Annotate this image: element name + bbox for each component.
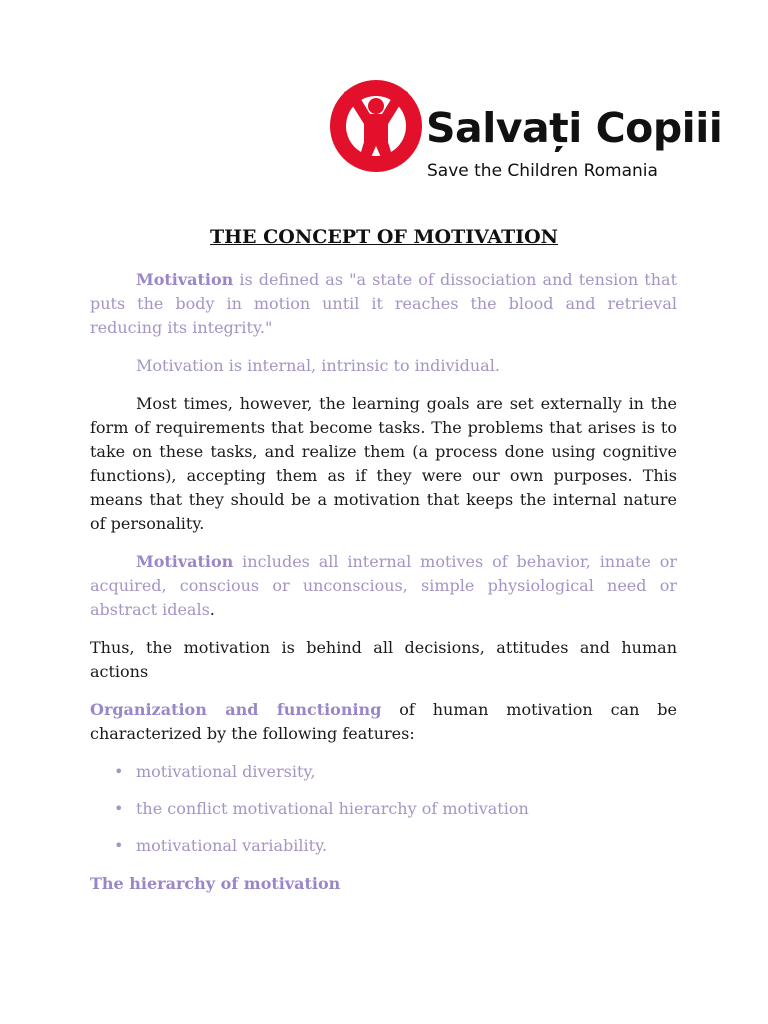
list-item: • the conflict motivational hierarchy of motivation <box>90 797 677 821</box>
brand-subtitle: Save the Children Romania <box>427 161 658 181</box>
term-organization: Organization and functioning <box>90 700 382 719</box>
document-body <box>90 268 677 896</box>
paragraph-internal: Motivation is internal, intrinsic to individual. <box>136 356 500 375</box>
section-heading: The hierarchy of motivation <box>90 874 341 893</box>
feature-list <box>90 760 677 858</box>
list-item: • motivational diversity, <box>90 760 677 784</box>
paragraph-learning-goals: Most times, however, the learning goals are set externally in the form of requirements that become tasks. The problems that arises is to take on these tasks, and realize them (a process done using cognitive functions), accepting them as if they were our own purposes. This means that they should be a motivation that keeps the internal nature of personality. <box>90 394 677 533</box>
paragraph-thus: Thus, the motivation is behind all decisions, attitudes and human actions <box>90 638 677 681</box>
bullet-icon: • <box>114 799 124 818</box>
paragraph-definition <box>90 268 677 340</box>
save-the-children-logo-icon <box>330 80 422 172</box>
logo <box>330 80 723 190</box>
term-motivation-2: Motivation <box>136 552 234 571</box>
bullet-icon: • <box>114 836 124 855</box>
term-motivation: Motivation <box>136 270 234 289</box>
page-title: THE CONCEPT OF MOTIVATION <box>209 226 559 248</box>
motives-period: . <box>209 600 215 619</box>
definition-text: is defined as "a state of dissociation and tension that puts the body in motion until it reaches the blood and retrieval reducing its integrity." <box>90 270 677 337</box>
list-item: • motivational variability. <box>90 834 677 858</box>
paragraph-organization <box>90 698 677 746</box>
organization-text: of human motivation can be characterized by the following features: <box>90 700 678 743</box>
bullet-icon: • <box>114 762 124 781</box>
brand-name: Salvați Copiii <box>426 104 723 152</box>
paragraph-motives <box>90 550 677 622</box>
motives-text: includes all internal motives of behavior, innate or acquired, conscious or unconscious, simple physiological need or abstract ideals <box>90 552 677 619</box>
